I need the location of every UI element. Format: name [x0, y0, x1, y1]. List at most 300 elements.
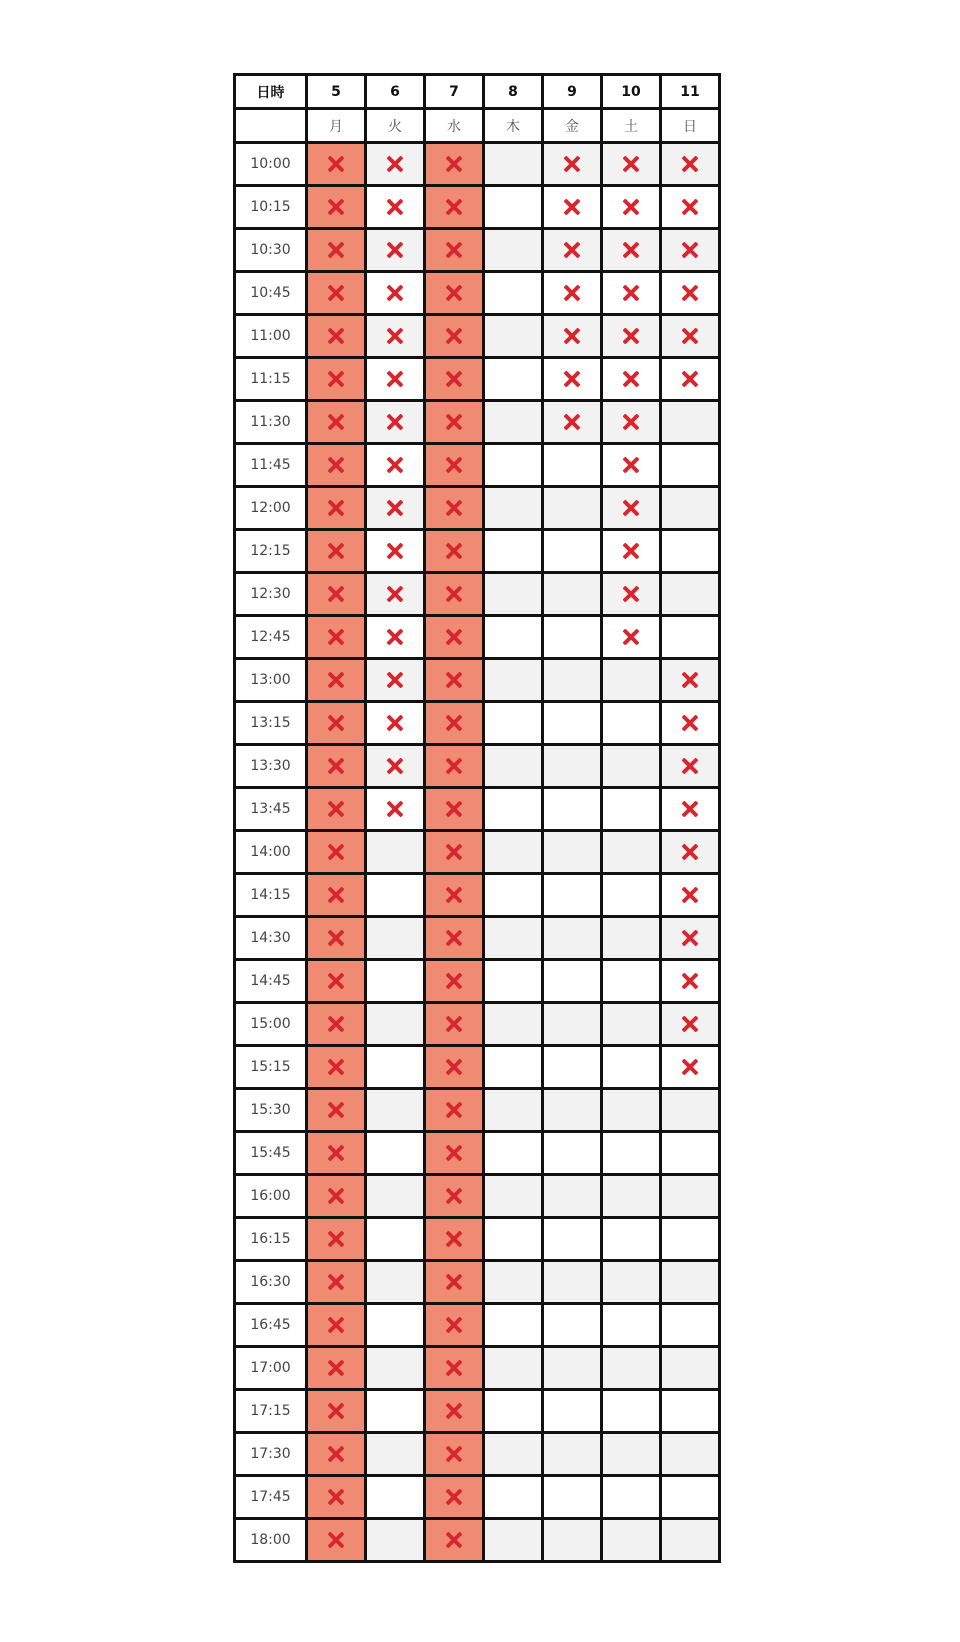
x-mark-icon: [327, 241, 345, 259]
x-mark-icon: [445, 370, 463, 388]
slot-cell-available[interactable]: [602, 788, 661, 831]
slot-cell-available[interactable]: [661, 1519, 720, 1562]
x-mark-icon: [681, 714, 699, 732]
x-mark-icon: [445, 413, 463, 431]
slot-cell-unavailable: [307, 788, 366, 831]
slot-cell-unavailable: [366, 659, 425, 702]
slot-cell-available[interactable]: [484, 487, 543, 530]
time-slot-row: [235, 1046, 720, 1089]
slot-cell-available[interactable]: [484, 530, 543, 573]
weekday-header: 木: [484, 109, 543, 143]
slot-cell-available[interactable]: [543, 1046, 602, 1089]
slot-cell-unavailable: [307, 487, 366, 530]
time-label: 12:00: [235, 487, 307, 530]
x-mark-icon: [622, 585, 640, 603]
time-label: 17:15: [235, 1390, 307, 1433]
slot-cell-unavailable: [602, 315, 661, 358]
weekday-header: 日: [661, 109, 720, 143]
slot-cell-unavailable: [366, 143, 425, 186]
slot-cell-available[interactable]: [484, 1390, 543, 1433]
slot-cell-available[interactable]: [602, 1003, 661, 1046]
weekday-header: 土: [602, 109, 661, 143]
slot-cell-available[interactable]: [484, 573, 543, 616]
x-mark-icon: [445, 1531, 463, 1549]
slot-cell-available[interactable]: [661, 444, 720, 487]
slot-cell-unavailable: [602, 358, 661, 401]
date-header: 8: [484, 75, 543, 109]
x-mark-icon: [563, 198, 581, 216]
slot-cell-unavailable: [425, 315, 484, 358]
x-mark-icon: [445, 800, 463, 818]
slot-cell-available[interactable]: [602, 831, 661, 874]
slot-cell-available[interactable]: [484, 616, 543, 659]
slot-cell-available[interactable]: [602, 659, 661, 702]
x-mark-icon: [327, 413, 345, 431]
x-mark-icon: [563, 241, 581, 259]
slot-cell-available[interactable]: [484, 1476, 543, 1519]
slot-cell-available[interactable]: [484, 659, 543, 702]
slot-cell-unavailable: [366, 186, 425, 229]
slot-cell-available[interactable]: [484, 960, 543, 1003]
slot-cell-available[interactable]: [366, 960, 425, 1003]
slot-cell-available[interactable]: [543, 573, 602, 616]
x-mark-icon: [386, 628, 404, 646]
x-mark-icon: [563, 370, 581, 388]
slot-cell-available[interactable]: [366, 1519, 425, 1562]
x-mark-icon: [445, 241, 463, 259]
slot-cell-unavailable: [661, 1003, 720, 1046]
slot-cell-unavailable: [425, 745, 484, 788]
slot-cell-available[interactable]: [484, 1003, 543, 1046]
slot-cell-available[interactable]: [543, 1132, 602, 1175]
slot-cell-available[interactable]: [543, 444, 602, 487]
slot-cell-unavailable: [366, 272, 425, 315]
slot-cell-available[interactable]: [543, 530, 602, 573]
slot-cell-unavailable: [366, 745, 425, 788]
slot-cell-unavailable: [425, 1003, 484, 1046]
slot-cell-available[interactable]: [484, 186, 543, 229]
slot-cell-unavailable: [307, 401, 366, 444]
time-label: 10:30: [235, 229, 307, 272]
slot-cell-available[interactable]: [543, 745, 602, 788]
time-label: 17:00: [235, 1347, 307, 1390]
time-label: 15:00: [235, 1003, 307, 1046]
slot-cell-unavailable: [366, 444, 425, 487]
x-mark-icon: [445, 1101, 463, 1119]
slot-cell-available[interactable]: [543, 702, 602, 745]
slot-cell-available[interactable]: [543, 1390, 602, 1433]
time-slot-row: [235, 1519, 720, 1562]
slot-cell-available[interactable]: [543, 874, 602, 917]
slot-cell-available[interactable]: [661, 1089, 720, 1132]
slot-cell-unavailable: [307, 616, 366, 659]
slot-cell-available[interactable]: [602, 960, 661, 1003]
x-mark-icon: [681, 284, 699, 302]
time-slot-row: [235, 1347, 720, 1390]
slot-cell-unavailable: [602, 272, 661, 315]
x-mark-icon: [327, 499, 345, 517]
slot-cell-available[interactable]: [484, 358, 543, 401]
slot-cell-unavailable: [602, 444, 661, 487]
slot-cell-unavailable: [366, 315, 425, 358]
x-mark-icon: [445, 284, 463, 302]
slot-cell-available[interactable]: [602, 702, 661, 745]
slot-cell-available[interactable]: [366, 1261, 425, 1304]
x-mark-icon: [445, 1316, 463, 1334]
time-slot-row: [235, 530, 720, 573]
x-mark-icon: [622, 241, 640, 259]
slot-cell-unavailable: [366, 229, 425, 272]
x-mark-icon: [681, 1058, 699, 1076]
slot-cell-available[interactable]: [661, 487, 720, 530]
slot-cell-available[interactable]: [661, 1433, 720, 1476]
slot-cell-available[interactable]: [543, 1089, 602, 1132]
slot-cell-unavailable: [307, 1519, 366, 1562]
x-mark-icon: [563, 327, 581, 345]
slot-cell-available[interactable]: [484, 917, 543, 960]
x-mark-icon: [563, 284, 581, 302]
time-slot-row: [235, 358, 720, 401]
slot-cell-unavailable: [425, 487, 484, 530]
slot-cell-unavailable: [307, 1304, 366, 1347]
x-mark-icon: [622, 327, 640, 345]
slot-cell-available[interactable]: [484, 1347, 543, 1390]
time-label: 10:45: [235, 272, 307, 315]
date-header-row: [235, 75, 720, 109]
slot-cell-available[interactable]: [543, 1261, 602, 1304]
slot-cell-available[interactable]: [484, 315, 543, 358]
weekday-header: 火: [366, 109, 425, 143]
slot-cell-available[interactable]: [602, 745, 661, 788]
slot-cell-available[interactable]: [543, 659, 602, 702]
x-mark-icon: [386, 800, 404, 818]
slot-cell-available[interactable]: [543, 1519, 602, 1562]
time-label: 13:00: [235, 659, 307, 702]
slot-cell-available[interactable]: [602, 1218, 661, 1261]
x-mark-icon: [445, 1488, 463, 1506]
slot-cell-available[interactable]: [366, 1476, 425, 1519]
slot-cell-available[interactable]: [484, 401, 543, 444]
slot-cell-available[interactable]: [661, 1218, 720, 1261]
x-mark-icon: [386, 370, 404, 388]
slot-cell-available[interactable]: [661, 1347, 720, 1390]
weekday-header: 水: [425, 109, 484, 143]
slot-cell-available[interactable]: [543, 917, 602, 960]
slot-cell-available[interactable]: [484, 1261, 543, 1304]
slot-cell-available[interactable]: [661, 573, 720, 616]
x-mark-icon: [622, 499, 640, 517]
x-mark-icon: [386, 714, 404, 732]
x-mark-icon: [386, 413, 404, 431]
time-slot-row: [235, 272, 720, 315]
slot-cell-unavailable: [425, 1175, 484, 1218]
slot-cell-available[interactable]: [661, 1390, 720, 1433]
time-slot-row: [235, 831, 720, 874]
slot-cell-available[interactable]: [661, 401, 720, 444]
slot-cell-available[interactable]: [366, 1132, 425, 1175]
slot-cell-available[interactable]: [484, 1089, 543, 1132]
slot-cell-unavailable: [307, 143, 366, 186]
slot-cell-available[interactable]: [366, 1046, 425, 1089]
x-mark-icon: [681, 327, 699, 345]
slot-cell-unavailable: [425, 1089, 484, 1132]
slot-cell-available[interactable]: [543, 1304, 602, 1347]
x-mark-icon: [681, 241, 699, 259]
slot-cell-unavailable: [307, 186, 366, 229]
slot-cell-available[interactable]: [661, 1261, 720, 1304]
slot-cell-unavailable: [425, 1347, 484, 1390]
time-slot-row: [235, 960, 720, 1003]
slot-cell-available[interactable]: [543, 831, 602, 874]
x-mark-icon: [445, 499, 463, 517]
x-mark-icon: [327, 1144, 345, 1162]
slot-cell-available[interactable]: [543, 1218, 602, 1261]
slot-cell-available[interactable]: [602, 1519, 661, 1562]
slot-cell-unavailable: [543, 272, 602, 315]
slot-cell-unavailable: [661, 745, 720, 788]
x-mark-icon: [327, 671, 345, 689]
x-mark-icon: [327, 1230, 345, 1248]
slot-cell-unavailable: [366, 616, 425, 659]
slot-cell-unavailable: [307, 1390, 366, 1433]
slot-cell-unavailable: [661, 917, 720, 960]
x-mark-icon: [622, 155, 640, 173]
x-mark-icon: [327, 585, 345, 603]
date-header: 9: [543, 75, 602, 109]
time-label: 13:15: [235, 702, 307, 745]
x-mark-icon: [681, 843, 699, 861]
x-mark-icon: [622, 370, 640, 388]
slot-cell-available[interactable]: [543, 1003, 602, 1046]
slot-cell-unavailable: [307, 272, 366, 315]
slot-cell-available[interactable]: [366, 1433, 425, 1476]
slot-cell-available[interactable]: [602, 917, 661, 960]
time-label: 17:30: [235, 1433, 307, 1476]
slot-cell-available[interactable]: [484, 1218, 543, 1261]
x-mark-icon: [445, 757, 463, 775]
slot-cell-available[interactable]: [366, 1390, 425, 1433]
slot-cell-unavailable: [425, 702, 484, 745]
slot-cell-unavailable: [366, 702, 425, 745]
slot-cell-available[interactable]: [602, 1261, 661, 1304]
slot-cell-available[interactable]: [366, 1089, 425, 1132]
slot-cell-unavailable: [307, 1476, 366, 1519]
x-mark-icon: [386, 456, 404, 474]
time-slot-row: [235, 659, 720, 702]
time-slot-row: [235, 186, 720, 229]
slot-cell-unavailable: [425, 444, 484, 487]
slot-cell-unavailable: [425, 1261, 484, 1304]
time-label: 15:15: [235, 1046, 307, 1089]
slot-cell-available[interactable]: [366, 874, 425, 917]
x-mark-icon: [327, 800, 345, 818]
slot-cell-unavailable: [425, 229, 484, 272]
slot-cell-available[interactable]: [484, 229, 543, 272]
time-slot-row: [235, 917, 720, 960]
x-mark-icon: [445, 929, 463, 947]
slot-cell-available[interactable]: [543, 616, 602, 659]
time-slot-row: [235, 1175, 720, 1218]
slot-cell-available[interactable]: [366, 1347, 425, 1390]
slot-cell-available[interactable]: [602, 1089, 661, 1132]
x-mark-icon: [327, 1058, 345, 1076]
slot-cell-available[interactable]: [543, 1175, 602, 1218]
time-label: 15:30: [235, 1089, 307, 1132]
slot-cell-available[interactable]: [543, 1433, 602, 1476]
x-mark-icon: [386, 757, 404, 775]
slot-cell-available[interactable]: [543, 788, 602, 831]
x-mark-icon: [445, 886, 463, 904]
slot-cell-available[interactable]: [602, 1304, 661, 1347]
time-label: 13:45: [235, 788, 307, 831]
time-slot-row: [235, 874, 720, 917]
slot-cell-available[interactable]: [366, 831, 425, 874]
slot-cell-available[interactable]: [484, 831, 543, 874]
slot-cell-available[interactable]: [543, 1347, 602, 1390]
time-slot-row: [235, 1476, 720, 1519]
slot-cell-unavailable: [661, 960, 720, 1003]
slot-cell-available[interactable]: [484, 1304, 543, 1347]
slot-cell-unavailable: [425, 874, 484, 917]
x-mark-icon: [327, 1273, 345, 1291]
slot-cell-unavailable: [425, 358, 484, 401]
slot-cell-unavailable: [661, 659, 720, 702]
slot-cell-available[interactable]: [484, 143, 543, 186]
slot-cell-unavailable: [425, 1390, 484, 1433]
slot-cell-available[interactable]: [484, 874, 543, 917]
slot-cell-available[interactable]: [602, 1347, 661, 1390]
x-mark-icon: [386, 542, 404, 560]
slot-cell-unavailable: [661, 272, 720, 315]
slot-cell-unavailable: [661, 315, 720, 358]
date-header: 6: [366, 75, 425, 109]
slot-cell-available[interactable]: [484, 745, 543, 788]
slot-cell-unavailable: [425, 788, 484, 831]
slot-cell-available[interactable]: [484, 1046, 543, 1089]
slot-cell-available[interactable]: [602, 874, 661, 917]
x-mark-icon: [445, 1273, 463, 1291]
slot-cell-available[interactable]: [602, 1390, 661, 1433]
time-slot-row: [235, 444, 720, 487]
time-slot-row: [235, 1089, 720, 1132]
time-slot-row: [235, 401, 720, 444]
x-mark-icon: [327, 929, 345, 947]
slot-cell-available[interactable]: [602, 1132, 661, 1175]
time-label: 10:00: [235, 143, 307, 186]
date-header: 10: [602, 75, 661, 109]
time-label: 12:45: [235, 616, 307, 659]
slot-cell-available[interactable]: [366, 1003, 425, 1046]
slot-cell-available[interactable]: [484, 788, 543, 831]
slot-cell-unavailable: [425, 1476, 484, 1519]
slot-cell-available[interactable]: [484, 272, 543, 315]
x-mark-icon: [681, 757, 699, 775]
slot-cell-unavailable: [543, 143, 602, 186]
slot-cell-available[interactable]: [661, 1132, 720, 1175]
slot-cell-unavailable: [307, 1218, 366, 1261]
slot-cell-unavailable: [425, 272, 484, 315]
x-mark-icon: [327, 628, 345, 646]
slot-cell-available[interactable]: [543, 960, 602, 1003]
time-label: 13:30: [235, 745, 307, 788]
x-mark-icon: [445, 1058, 463, 1076]
slot-cell-available[interactable]: [366, 917, 425, 960]
slot-cell-available[interactable]: [366, 1175, 425, 1218]
x-mark-icon: [327, 1531, 345, 1549]
slot-cell-available[interactable]: [661, 530, 720, 573]
x-mark-icon: [386, 671, 404, 689]
time-label: 17:45: [235, 1476, 307, 1519]
slot-cell-available[interactable]: [366, 1218, 425, 1261]
slot-cell-available[interactable]: [543, 1476, 602, 1519]
slot-cell-unavailable: [307, 659, 366, 702]
weekday-header: 月: [307, 109, 366, 143]
time-label: 12:30: [235, 573, 307, 616]
slot-cell-available[interactable]: [484, 1175, 543, 1218]
x-mark-icon: [386, 241, 404, 259]
x-mark-icon: [445, 198, 463, 216]
slot-cell-unavailable: [661, 1046, 720, 1089]
slot-cell-available[interactable]: [484, 1433, 543, 1476]
slot-cell-available[interactable]: [602, 1433, 661, 1476]
corner-label: 日時: [235, 75, 307, 109]
slot-cell-available[interactable]: [484, 702, 543, 745]
slot-cell-available[interactable]: [661, 1476, 720, 1519]
x-mark-icon: [445, 972, 463, 990]
slot-cell-available[interactable]: [661, 616, 720, 659]
x-mark-icon: [327, 1402, 345, 1420]
time-label: 16:15: [235, 1218, 307, 1261]
slot-cell-available[interactable]: [543, 487, 602, 530]
x-mark-icon: [327, 886, 345, 904]
slot-cell-available[interactable]: [366, 1304, 425, 1347]
slot-cell-available[interactable]: [661, 1304, 720, 1347]
x-mark-icon: [327, 1359, 345, 1377]
slot-cell-unavailable: [307, 702, 366, 745]
x-mark-icon: [327, 1488, 345, 1506]
x-mark-icon: [445, 1187, 463, 1205]
x-mark-icon: [445, 456, 463, 474]
slot-cell-available[interactable]: [602, 1046, 661, 1089]
time-slot-row: [235, 1261, 720, 1304]
x-mark-icon: [386, 499, 404, 517]
date-header: 7: [425, 75, 484, 109]
x-mark-icon: [445, 1230, 463, 1248]
x-mark-icon: [681, 800, 699, 818]
time-label: 16:30: [235, 1261, 307, 1304]
slot-cell-unavailable: [307, 874, 366, 917]
slot-cell-unavailable: [602, 487, 661, 530]
slot-cell-unavailable: [307, 1175, 366, 1218]
slot-cell-unavailable: [307, 960, 366, 1003]
time-slot-row: [235, 573, 720, 616]
slot-cell-available[interactable]: [661, 1175, 720, 1218]
slot-cell-available[interactable]: [602, 1175, 661, 1218]
x-mark-icon: [622, 542, 640, 560]
slot-cell-unavailable: [307, 745, 366, 788]
x-mark-icon: [327, 714, 345, 732]
slot-cell-unavailable: [425, 1433, 484, 1476]
slot-cell-unavailable: [425, 401, 484, 444]
slot-cell-available[interactable]: [484, 444, 543, 487]
time-label: 16:45: [235, 1304, 307, 1347]
slot-cell-unavailable: [425, 1218, 484, 1261]
slot-cell-available[interactable]: [484, 1132, 543, 1175]
slot-cell-available[interactable]: [602, 1476, 661, 1519]
time-label: 12:15: [235, 530, 307, 573]
slot-cell-available[interactable]: [484, 1519, 543, 1562]
time-slot-row: [235, 788, 720, 831]
